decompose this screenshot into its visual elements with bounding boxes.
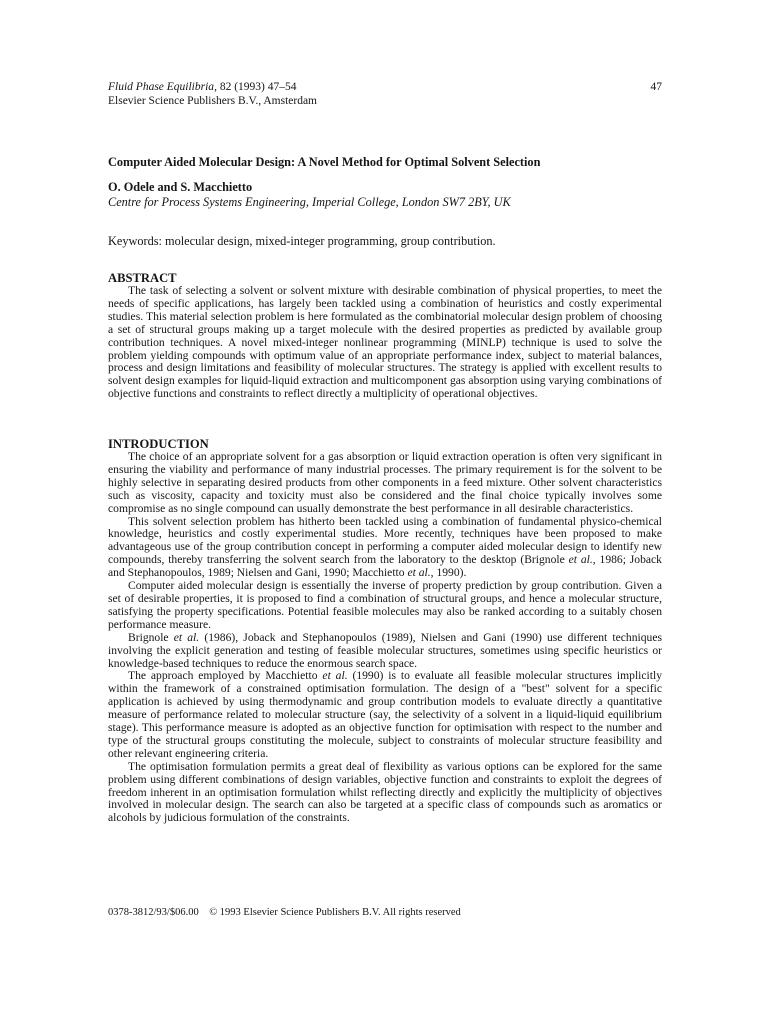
intro-p2-text-b: , 1986; Joback and Stephanopoulos, 1989; Nielsen and Gani, 1990; Macchietto <box>108 553 662 580</box>
intro-p2-text-c: , 1990). <box>430 566 467 580</box>
page-number: 47 <box>650 81 662 93</box>
intro-p5-text-a: The approach employed by Macchietto <box>128 669 323 683</box>
author-affiliation: Centre for Process Systems Engineering, Imperial College, London SW7 2BY, UK <box>108 195 511 209</box>
intro-paragraph-5 <box>108 670 662 760</box>
abstract-heading: ABSTRACT <box>108 271 177 285</box>
intro-paragraph-2 <box>108 516 662 581</box>
publisher-line: Elsevier Science Publishers B.V., Amsterdam <box>108 95 317 107</box>
intro-p4-text-b: (1986), Joback and Stephanopoulos (1989), Nielsen and Gani (1990) use different techniques involving the explicit generation and testing of feasible molecular structures, sometimes using specific heuristics or knowledge-based techniques to reduce the enormous search space. <box>108 630 663 670</box>
copyright-footer: 0378-3812/93/$06.00 © 1993 Elsevier Science Publishers B.V. All rights reserved <box>108 907 461 918</box>
paper-authors: O. Odele and S. Macchietto <box>108 180 253 194</box>
intro-paragraph-3: Computer aided molecular design is essentially the inverse of property prediction by group contribution. Given a set of desirable properties, it is proposed to find a combination of structural groups, and hence a molecular structure, satisfying the property specifications. Potential feasible molecules may also be ranked according to a suitably chosen performance measure. <box>108 579 662 631</box>
intro-paragraph-6: The optimisation formulation permits a great deal of flexibility as various options can be explored for the same problem using different combinations of design variables, objective function and constraints to exploit the degrees of freedom inherent in an optimisation formulation whilst reflecting directly and explicitly the multiplicity of objectives involved in molecular design. The search can also be targeted at a specific class of compounds such as aromatics or alcohols by judicious formulation of the constraints. <box>108 759 662 825</box>
keywords-line: Keywords: molecular design, mixed-integer programming, group contribution. <box>108 234 496 248</box>
journal-name: Fluid Phase Equilibria <box>108 81 215 93</box>
intro-p4-etal: et al. <box>173 630 200 644</box>
intro-p2-text-a: This solvent selection problem has hitherto been tackled using a combination of fundamental physico-chemical knowledge, heuristics and costly experimental studies. More recently, techniques have been proposed to make advantageous use of the group contribution concept in performing a computer aided molecular design to identify new compounds, thereby transferring the solvent search from the laboratory to the desktop (Brignole <box>108 514 662 567</box>
intro-p2-etal-2: et al. <box>407 566 431 580</box>
intro-paragraph-1: The choice of an appropriate solvent for a gas absorption or liquid extraction operation is often very significant in ensuring the viability and performance of many industrial processes. The primary requirement is for the solvent to be highly selective in separating desired products from other components in a feed mixture. Other solvent characteristics such as viscosity, capacity and toxicity must also be considered and the final choice typically involves some compromise as no single compound can usually demonstrate the best performance in all desirable characteristics. <box>108 450 662 515</box>
journal-volume-pages: , 82 (1993) 47–54 <box>214 81 297 93</box>
running-header <box>108 80 662 108</box>
journal-citation <box>108 80 662 94</box>
intro-p4-text-a: Brignole <box>128 630 174 644</box>
introduction-section <box>108 438 662 825</box>
intro-p2-etal-1: et al. <box>568 553 593 567</box>
paper-title: Computer Aided Molecular Design: A Novel Method for Optimal Solvent Selection <box>108 155 541 169</box>
intro-p5-etal: et al. <box>322 669 348 683</box>
intro-p5-text-b: (1990) is to evaluate all feasible molecular structures implicitly within the framework of a constrained optimisation formulation. The design of a "best" solvent for a specific application is achieved by using thermodynamic and group contribution models to evaluate directly a quantitative measure of performance related to molecular structure (say, the selectivity of a solvent in a liquid-liquid equilibrium stage). This performance measure is adopted as an objective function for optimisation with respect to the number and type of the structural groups constituting the molecule, subject to constraints of molecular structure feasibility and other relevant engineering criteria. <box>108 669 663 760</box>
introduction-heading: INTRODUCTION <box>108 437 209 451</box>
abstract-section <box>108 272 662 401</box>
intro-paragraph-4 <box>108 632 662 671</box>
abstract-text: The task of selecting a solvent or solvent mixture with desirable combination of physical properties, to meet the needs of specific applications, has largely been tackled using a combination of heuristics and costly experimental studies. This material selection problem is here formulated as the combinatorial molecular design problem of choosing a set of structural groups making up a target molecule with the desired properties as predicted by available group contribution techniques. A novel mixed-integer nonlinear programming (MINLP) technique is used to solve the problem yielding compounds with optimum value of an appropriate performance index, subject to material balances, process and design limitations and feasibility of molecular structures. The strategy is applied with excellent results to solvent design examples for liquid-liquid extraction and multicomponent gas absorption using varying combinations of objective functions and constraints to reflect directly a multiplicity of operational objectives. <box>108 284 662 401</box>
